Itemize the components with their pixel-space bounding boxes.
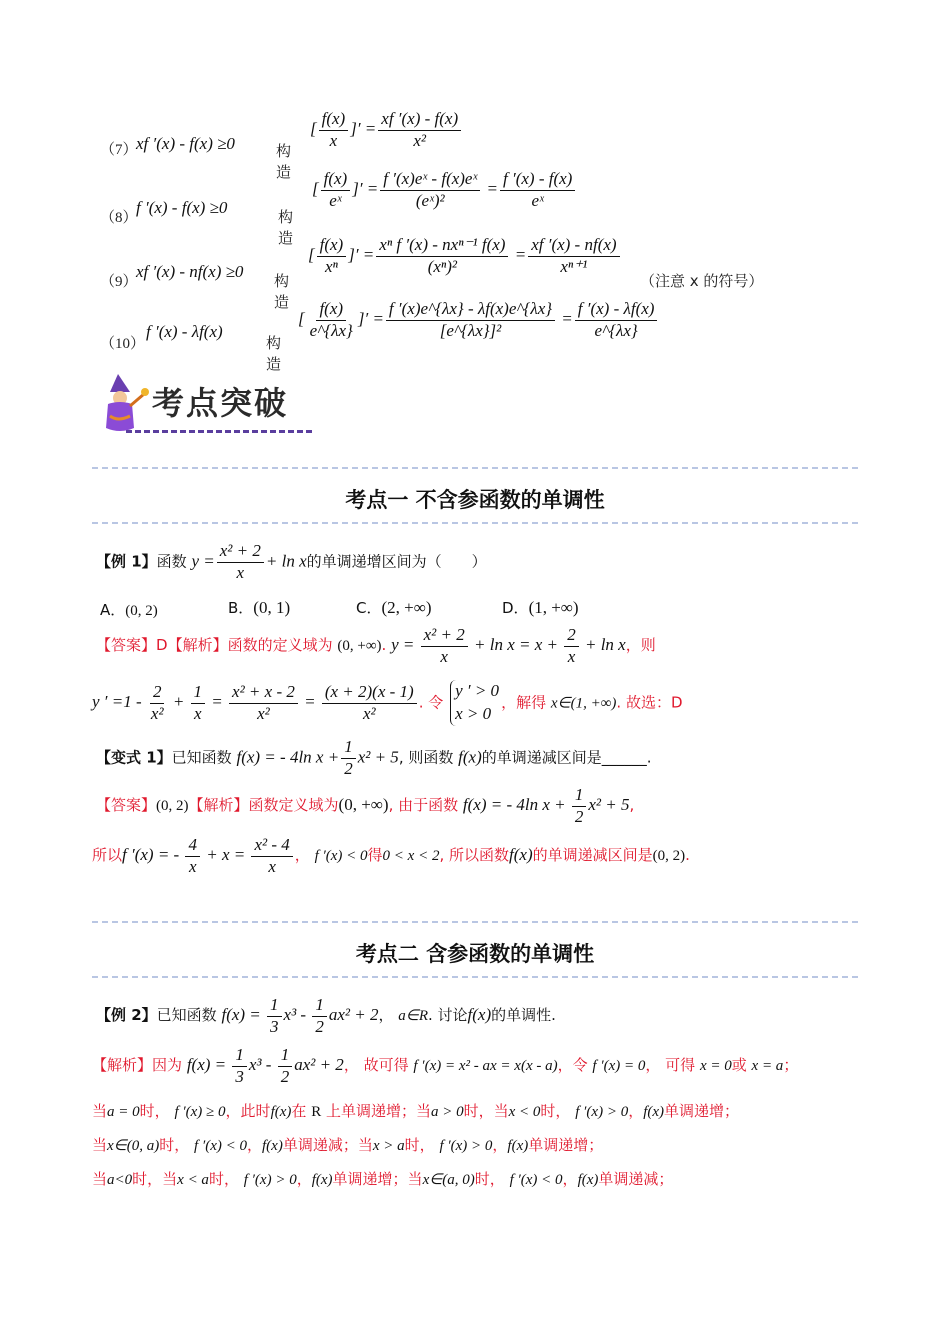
formula-lhs: xf ′(x) - f(x) ≥0 (136, 134, 235, 153)
construct-label: 构造 (276, 142, 292, 181)
construct-label: 构造 (278, 208, 294, 247)
construct-expr: [ $\frac{f(x)}{e\^{}\{\lambda x\}}$ ]′ = $\frac{f '(x)e\^{}\{\lambda x\} - \lambda f(x)e\^{}\{\lambda x\}}{\text{[e\textasciicircum{}\{λx\}]²}}$ = $\frac{f '(x) - \lambda f(x)}{e\^{}\{\lambda x\}}$ (298, 300, 659, 340)
analysis-line-1: 【解析】因为 f(x) = $\frac{1}{3}$ x³ - $\frac{1}{2}$ ax² + 2， 故可得 f ′(x) = x² - ax = x(x - a)，令 f ′(x) = 0， 可得 x = 0或 x = a； (92, 1045, 799, 1086)
example-1: 【例 1】函数 y = $\frac{\text{x² + 2}}{x}$ + ln x的单调递增区间为（ ） (96, 541, 487, 582)
section-divider (92, 467, 858, 469)
formula-lhs: xf ′(x) - nf(x) ≥0 (136, 262, 244, 281)
example-2: 【例 2】已知函数 f(x) = $\frac{1}{3}$ x³ - $\frac{1}{2}$ ax² + 2， a∈R. 讨论f(x)的单调性. (96, 995, 556, 1036)
construct-expr: [ $\frac{f(x)}{\text{xⁿ}}$ ]′ = $\frac{\text{xⁿ f ′(x) - nxⁿ⁻¹ f(x)}}{\text{(xⁿ)²}}$ = $\frac{xf '(x) - nf(x)}{\text{xⁿ⁺¹}}$ (308, 236, 622, 276)
banner-underline (126, 430, 312, 433)
analysis-line-2: 当a = 0时， f ′(x) ≥ 0，此时f(x)在 R 上单调递增；当a > 0时，当x < 0时， f ′(x) > 0，f(x)单调递增； (92, 1102, 740, 1120)
section-divider (92, 522, 858, 524)
formula-number: （8） (100, 210, 138, 226)
section-divider (92, 921, 858, 923)
analysis-line-3: 当x∈(0, a)时， f ′(x) < 0，f(x)单调递减；当x > a时， f ′(x) > 0，f(x)单调递增； (92, 1136, 604, 1154)
formula-number: （10） (100, 336, 146, 352)
formula-lhs: f ′(x) - f(x) ≥0 (136, 198, 228, 217)
construct-label: 构造 (266, 334, 282, 373)
section-title: 考点一 不含参函数的单调性 (345, 488, 605, 512)
option-d[interactable]: D．(1, +∞) (502, 598, 579, 617)
option-c[interactable]: C．(2, +∞) (356, 598, 432, 617)
banner-title: 考点突破 (152, 384, 289, 422)
construct-expr: [ $\frac{f(x)}{x}$ ]′ = $\frac{xf '(x) - f(x)}{\text{x²}}$ (310, 110, 463, 150)
answer-1: 【答案】D【解析】函数的定义域为 (0, +∞). y = $\frac{\text{x² + 2}}{x}$ + ln x = x + $\frac{2}{x}$ + ln x，则 (96, 625, 656, 666)
variant-1-answer: 【答案】(0, 2)【解析】函数定义域为(0, +∞), 由于函数 f(x) = - 4ln x + $\frac{1}{2}$ x² + 5, (96, 785, 635, 826)
formula-number: （9） (100, 274, 138, 290)
answer-1-derivation: y ′ =1 - $\frac{2}{\text{x²}}$ + $\frac{1}{x}$ = $\frac{\text{x² + x - 2}}{\text{x²}}$ = $\frac{(x + 2)(x - 1)}{\text{x²}}$ . 令 y ′ > 0 x > 0 ，解得 x∈(1, +∞). 故选：D (92, 680, 683, 726)
variant-1: 【变式 1】已知函数 f(x) = - 4ln x + $\frac{1}{2}$ x² + 5, 则函数 f(x)的单调递减区间是______. (96, 737, 652, 778)
option-b[interactable]: B．(0, 1) (228, 598, 291, 617)
variant-1-derivation: 所以f ′(x) = - $\frac{4}{x}$ + x = $\frac{\text{x² - 4}}{x}$ ， f ′(x) < 0得0 < x < 2, 所以函数f(x)的单调递减区间是(0, 2). (92, 835, 690, 876)
wizard-mascot-icon (100, 370, 152, 436)
construct-label: 构造 (274, 272, 290, 311)
sign-note: （注意 x 的符号） (640, 272, 764, 290)
section-divider (92, 976, 858, 978)
section-title: 考点二 含参函数的单调性 (355, 942, 595, 966)
formula-number: （7） (100, 142, 138, 158)
formula-lhs: f ′(x) - λf(x) (146, 322, 223, 341)
analysis-line-4: 当a<0时，当x < a时， f ′(x) > 0，f(x)单调递增；当x∈(a, 0)时， f ′(x) < 0，f(x)单调递减； (92, 1170, 674, 1188)
section-banner (100, 370, 320, 440)
construct-expr: [ $\frac{f(x)}{\text{eˣ}}$ ]′ = $\frac{\text{f ′(x)eˣ - f(x)eˣ}}{\text{(eˣ)²}}$ = $\frac{f '(x) - f(x)}{\text{eˣ}}$ (312, 170, 577, 210)
option-a[interactable]: A．(0, 2) (100, 601, 158, 619)
